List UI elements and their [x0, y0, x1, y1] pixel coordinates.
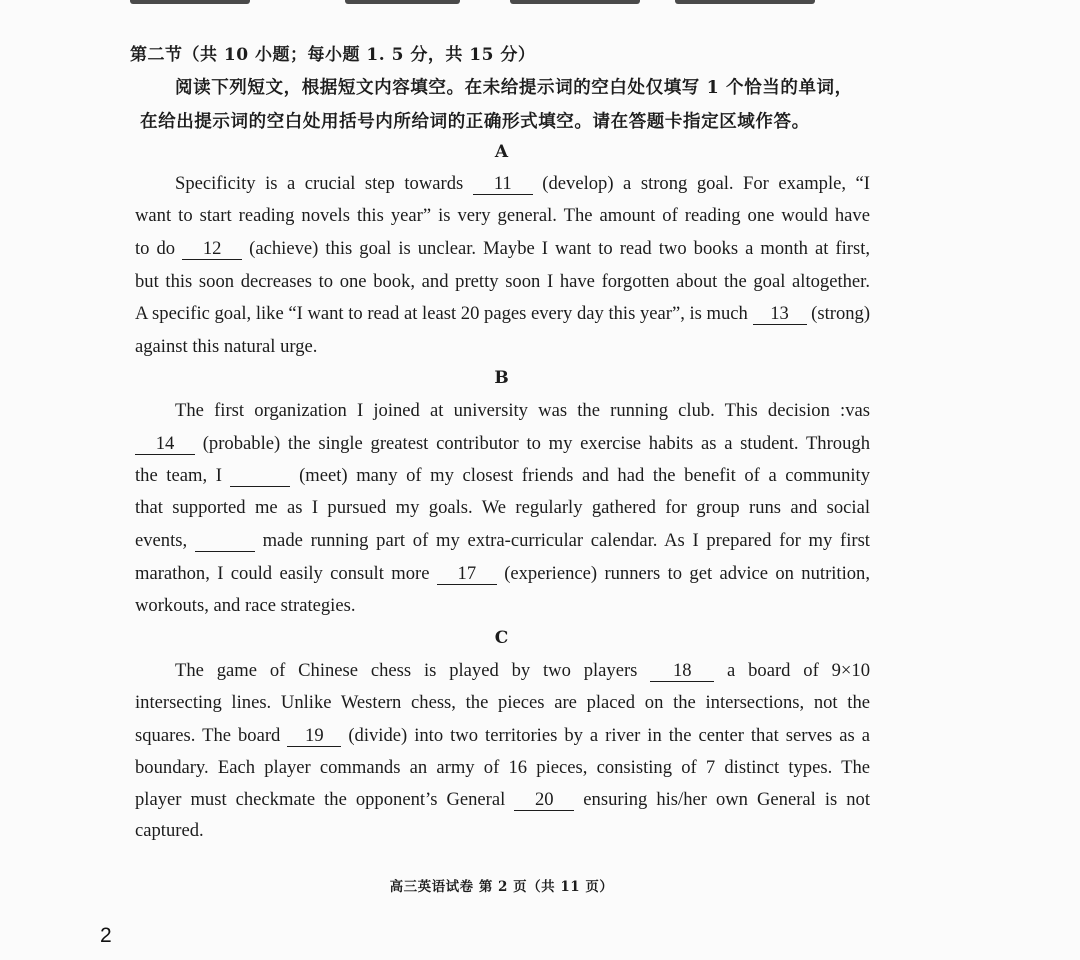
passage-text: (meet) many of my closest friends and had the benefit of a community — [290, 465, 871, 486]
passage-c-line-5 — [135, 784, 870, 816]
passage-b-line-6 — [135, 558, 870, 590]
passage-text: marathon, I could easily consult more — [135, 563, 437, 584]
passage-b-line-3 — [135, 460, 870, 492]
passage-text: player must checkmate the opponent’s General — [135, 789, 515, 810]
passage-a-line-2: want to start reading novels this year” is very general. The amount of reading one would have — [135, 205, 870, 226]
passage-b-line-2 — [135, 428, 870, 460]
passage-b-line-1: The first organization I joined at university was the running club. This decision :vas — [175, 400, 870, 421]
passage-text: (divide) into two territories by a river in the center that serves as a — [341, 725, 870, 746]
passage-b-line-4: that supported me as I pursued my goals. We regularly gathered for group runs and social — [135, 497, 870, 518]
passage-a-label: A — [494, 142, 509, 162]
passage-text: Specificity is a crucial step towards — [175, 173, 473, 194]
blank-17[interactable]: 17 — [437, 564, 497, 585]
passage-text: (develop) a strong goal. For example, “I — [532, 173, 870, 194]
passage-text: squares. The board — [135, 725, 288, 746]
page-footer: 高三英语试卷 第 2 页（共 11 页） — [389, 879, 614, 895]
passage-text: (achieve) this goal is unclear. Maybe I want to read two books a month at first, — [242, 238, 871, 259]
blank-14[interactable]: 14 — [135, 434, 195, 455]
instruction-line-1: 阅读下列短文，根据短文内容填空。在未给提示词的空白处仅填写 1 个恰当的单词， — [175, 78, 853, 98]
section-heading: 第二节（共 10 小题；每小题 1. 5 分，共 15 分） — [130, 45, 536, 65]
passage-a-line-5 — [135, 298, 870, 330]
passage-c-line-3 — [135, 720, 870, 752]
passage-b-line-7: workouts, and race strategies. — [135, 595, 356, 616]
passage-text: ensuring his/her own General is not — [574, 789, 870, 810]
passage-text: The game of Chinese chess is played by two players — [175, 660, 651, 681]
passage-text: A specific goal, like “I want to read at least 20 pages every day this year”, is much — [135, 303, 753, 324]
passage-text: a board of 9×10 — [714, 660, 870, 681]
passage-text: made running part of my extra-curricular calendar. As I prepared for my first — [254, 530, 870, 551]
passage-c-label: C — [494, 628, 509, 648]
cropped-text-fragment — [675, 0, 815, 4]
passage-text: events, — [135, 530, 195, 551]
blank-15[interactable] — [230, 466, 290, 487]
blank-12[interactable]: 12 — [182, 239, 242, 260]
blank-13[interactable]: 13 — [753, 304, 807, 325]
passage-text: (strong) — [806, 303, 871, 324]
passage-a-line-3 — [135, 233, 870, 265]
blank-11[interactable]: 11 — [473, 174, 533, 195]
passage-text: (probable) the single greatest contributor to my exercise habits as a student. Through — [195, 433, 870, 454]
blank-19[interactable]: 19 — [287, 726, 341, 747]
passage-c-line-4: boundary. Each player commands an army of 16 pieces, consisting of 7 distinct types. The — [135, 757, 870, 778]
blank-18[interactable]: 18 — [650, 661, 714, 682]
passage-a-line-6: against this natural urge. — [135, 336, 318, 357]
passage-c-line-6: captured. — [135, 820, 204, 841]
blank-16[interactable] — [195, 531, 255, 552]
blank-20[interactable]: 20 — [514, 790, 574, 811]
cropped-text-fragment — [510, 0, 640, 4]
passage-text: (experience) runners to get advice on nutrition, — [496, 563, 870, 584]
passage-a-line-4: but this soon decreases to one book, and pretty soon I have forgotten about the goal altogether. — [135, 271, 870, 292]
passage-b-line-5 — [135, 525, 870, 557]
passage-b-label: B — [494, 368, 509, 388]
cropped-text-fragment — [130, 0, 250, 4]
passage-text: the team, I — [135, 465, 231, 486]
passage-text: to do — [135, 238, 183, 259]
passage-c-line-1 — [175, 655, 870, 687]
passage-a-line-1 — [175, 168, 870, 200]
cropped-text-fragment — [345, 0, 460, 4]
page-number: 2 — [100, 924, 112, 947]
passage-c-line-2: intersecting lines. Unlike Western chess, the pieces are placed on the intersections, not the — [135, 692, 870, 713]
instruction-line-2: 在给出提示词的空白处用括号内所给词的正确形式填空。请在答题卡指定区域作答。 — [140, 112, 810, 132]
